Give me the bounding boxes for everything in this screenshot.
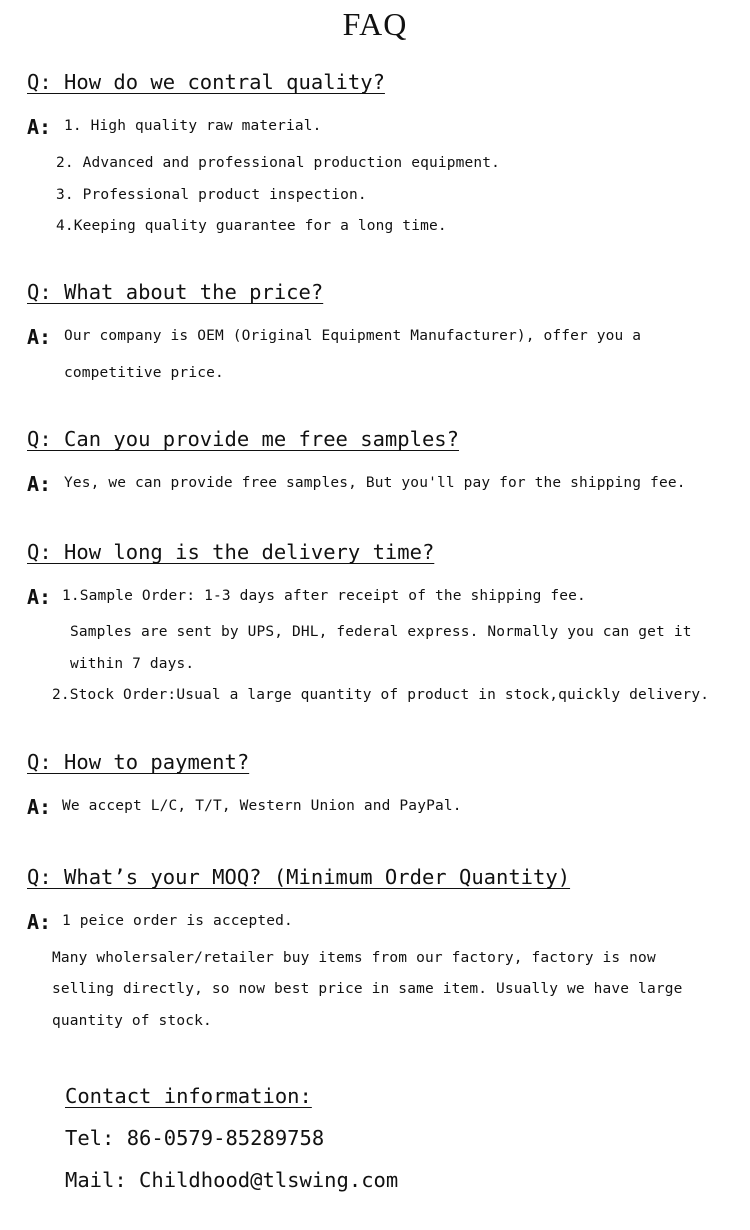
- faq-question-quality: Q: How do we contral quality?: [27, 70, 385, 94]
- faq-answer-line: Our company is OEM (Original Equipment Manufacturer), offer you a: [64, 328, 642, 344]
- faq-answer-line: competitive price.: [64, 365, 224, 381]
- contact-mail: Mail: Childhood@tlswing.com: [65, 1168, 399, 1192]
- faq-question-samples: Q: Can you provide me free samples?: [27, 427, 459, 451]
- faq-answer-line: Yes, we can provide free samples, But you'll pay for the shipping fee.: [64, 475, 686, 491]
- faq-answer-label: A:: [27, 325, 52, 349]
- page-title: FAQ: [342, 6, 408, 42]
- faq-answer-label: A:: [27, 795, 52, 819]
- faq-answer-line: 1. High quality raw material.: [64, 118, 322, 134]
- faq-answer-label: A:: [27, 472, 52, 496]
- faq-question-price: Q: What about the price?: [27, 280, 324, 304]
- faq-answer-line: 3. Professional product inspection.: [56, 187, 367, 203]
- contact-heading: Contact information:: [65, 1084, 312, 1108]
- faq-answer-label: A:: [27, 910, 52, 934]
- faq-answer-line: 1.Sample Order: 1-3 days after receipt of the shipping fee.: [62, 588, 586, 604]
- faq-answer-line: Many wholersaler/retailer buy items from our factory, factory is now: [52, 950, 656, 966]
- faq-answer-line: Samples are sent by UPS, DHL, federal express. Normally you can get it: [70, 624, 692, 640]
- faq-answer-label: A:: [27, 585, 52, 609]
- contact-tel: Tel: 86-0579-85289758: [65, 1126, 325, 1150]
- faq-answer-line: 1 peice order is accepted.: [62, 913, 293, 929]
- faq-answer-line: within 7 days.: [70, 656, 195, 672]
- faq-answer-line: 2. Advanced and professional production equipment.: [56, 155, 500, 171]
- faq-answer-line: quantity of stock.: [52, 1013, 212, 1029]
- faq-answer-line: selling directly, so now best price in same item. Usually we have large: [52, 981, 683, 997]
- faq-answer-line: 2.Stock Order:Usual a large quantity of product in stock,quickly delivery.: [52, 687, 710, 703]
- faq-question-moq: Q: What’s your MOQ? (Minimum Order Quantity): [27, 865, 571, 889]
- faq-question-delivery: Q: How long is the delivery time?: [27, 540, 435, 564]
- faq-answer-line: 4.Keeping quality guarantee for a long time.: [56, 218, 447, 234]
- faq-answer-line: We accept L/C, T/T, Western Union and PayPal.: [62, 798, 462, 814]
- faq-question-payment: Q: How to payment?: [27, 750, 250, 774]
- faq-answer-label: A:: [27, 115, 52, 139]
